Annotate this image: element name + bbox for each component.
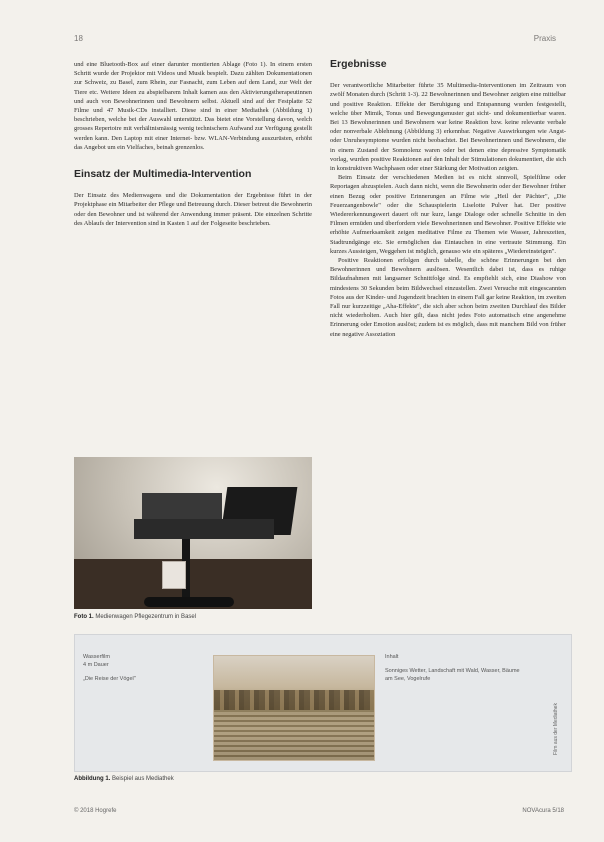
left-column bbox=[74, 60, 312, 228]
right-column bbox=[330, 60, 566, 339]
figure-caption-text: Beispiel aus Mediathek bbox=[112, 776, 174, 782]
left-paragraph-1: und eine Bluetooth-Box auf einer darunter montierten Ablage (Foto 1). In einem ersten Schritt wurde der Projektor mit Videos und Musik bespielt. Dazu zählten Dokumentationen zur Schweiz, zu Basel, zum Rhein, zur Fasnacht, zum Leben auf dem Land, zur Welt der Tiere etc. Weitere Ideen zu abspielbarem Inhalt kamen aus den Aktivierungstherapeutinnen und auch von Bewohnerinnen und Bewohnern selbst. Aktuell sind auf der Festplatte 52 Filme und 47 Musik-CDs installiert. Diese sind in einer Mediathek (Abbildung 1) beschrieben, welche bei der Auswahl unterstützt. Das bietet eine Vorstellung davon, welch grosses Repertoire mit verhältnismässig wenig technischem Aufwand zur Verfügung gestellt werden kann. Den Laptop mit einer Internet- bzw. WLAN-Verbindung auszurüsten, erhöht das Angebot um ein Vielfaches, beinah grenzenlos. bbox=[74, 61, 312, 151]
figure-landscape-image bbox=[213, 655, 375, 761]
page-number: 18 bbox=[74, 34, 83, 43]
figure-caption bbox=[74, 776, 174, 782]
figure-right-label: Inhalt bbox=[385, 654, 399, 660]
right-paragraph-1: Der verantwortliche Mitarbeiter führte 35 Multimedia-Interventionen im Zeitraum von zwölf Monaten durch (Schritt 1-3). 22 Bewohnerinnen und Bewohner zeigten eine mittelbar und positive Reaktion. Effekte der Beruhigung und Entspannung wurden festgestellt, welche über Mimik, Tonus und Bewegungsmuster gut sicht- und dokumentierbar waren. Bei 13 Bewohnerinnen und Bewohnern war keine Reaktion bzw. keine relevante verbale oder nonverbale Ablehnung (Abbildung 3) erkennbar. Negative Auswirkungen wie Angst- oder Unruhesymptome wurden nicht beobachtet. Bei Bewohnerinnen und Bewohnern, die in einem Zustand der Somnolenz waren oder bei denen eine depressive Symptomatik vorlag, wurden positive Reaktionen auf den Inhalt der Stimulationen dokumentiert, die sich in konstruktiven Wachphasen oder einer Stärkung der Motivation zeigten. bbox=[330, 82, 566, 173]
figure-left-sub: 4 m Dauer bbox=[83, 662, 109, 668]
footer-copyright: © 2018 Hogrefe bbox=[74, 808, 117, 814]
photo-media-cart bbox=[74, 457, 312, 609]
figure-left-quote: „Die Reise der Vögel" bbox=[83, 676, 136, 682]
footer-issue: NOVAcura 5/18 bbox=[522, 808, 564, 814]
photo-caption-label: Foto 1. bbox=[74, 614, 94, 620]
figure-mediathek bbox=[74, 634, 572, 772]
section-heading-einsatz: Einsatz der Multimedia-Intervention bbox=[74, 168, 252, 181]
figure-right-desc: Sonniges Wetter, Landschaft mit Wald, Wasser, Bäume am See, Vogelrufe bbox=[385, 668, 520, 682]
figure-left-label: Wasserfilm bbox=[83, 654, 110, 660]
figure-left-text bbox=[83, 653, 203, 683]
section-heading-ergebnisse: Ergebnisse bbox=[330, 58, 387, 70]
photo-caption-text: Medienwagen Pflegezentrum in Basel bbox=[95, 614, 197, 620]
left-paragraph-2: Der Einsatz des Medienwagens und die Dokumentation der Ergebnisse führt in der Projektphase ein Mitarbeiter der Pflege und Betreuung durch. Dieser betreut die Bewohnerin oder den Bewohner und ist während der Anwendung immer präsent. Die einzelnen Schritte des Ablaufs der Intervention sind in Kasten 1 auf der Folgeseite beschrieben. bbox=[74, 192, 312, 227]
right-paragraph-2: Beim Einsatz der verschiedenen Medien ist es nicht sinnvoll, Spielfilme oder Reportagen abzuspielen. Auch dann nicht, wenn die Bewohnerin oder der Bewohner früher einen Bezug oder positive Erinnerungen an Filme wie „Heil der Pächter", „Die Feuerzangenbowle" oder die Schauspielerin Liselotte Pulver hat. Der positive Wiedererkennungswert dauert oft nur kurz, lange Dialoge oder schnelle Schnitte in den Filmen ermüden und überfordern viele Bewohnerinnen und Bewohner. Positive Effekte wie erhöhte Aufmerksamkeit zeigen meditative Filme zu Themen wie Wasser, Jahreszeiten, Stadtrundgänge etc. Sie ermöglichen das Eintauchen in eine vertraute Stimmung. Ein kurzes Aussteigen, Weggehen ist möglich, genauso wie ein späteres „Wiedereinsteigen". bbox=[330, 174, 566, 255]
running-head: Praxis bbox=[533, 34, 556, 43]
figure-caption-label: Abbildung 1. bbox=[74, 776, 111, 782]
figure-side-text: Film aus der Mediathek bbox=[553, 703, 559, 755]
photo-caption bbox=[74, 614, 196, 620]
figure-right-text bbox=[385, 653, 525, 683]
right-paragraph-3: Positive Reaktionen erfolgen durch tabelle, die schöne Erinnerungen bei den Bewohnerinnen und Bewohnern auslösen. Wesentlich dabei ist, dass es ruhige Bildaufnahmen mit langsamer Schnittfolge sind. Es empfiehlt sich, eine Diashow von mindestens 30 Sekunden beim Bildwechsel einzustellen. Zwei Versuche mit eingescannten Fotos aus der Kinder- und Jugendzeit brachten in einem Fall gar keine Reaktion, im zweiten Fall nur kurzzeitige „Aha-Effekte", die sich aber schon beim zweiten Durchlauf des Bilder nicht wiederholten. Auch hier gilt, dass nicht jedes Foto automatisch eine angenehme Erinnerung oder Emotion auslöst; zudem ist es möglich, dass mit manchem Bild von früher eine negative Assoziation bbox=[330, 257, 566, 338]
